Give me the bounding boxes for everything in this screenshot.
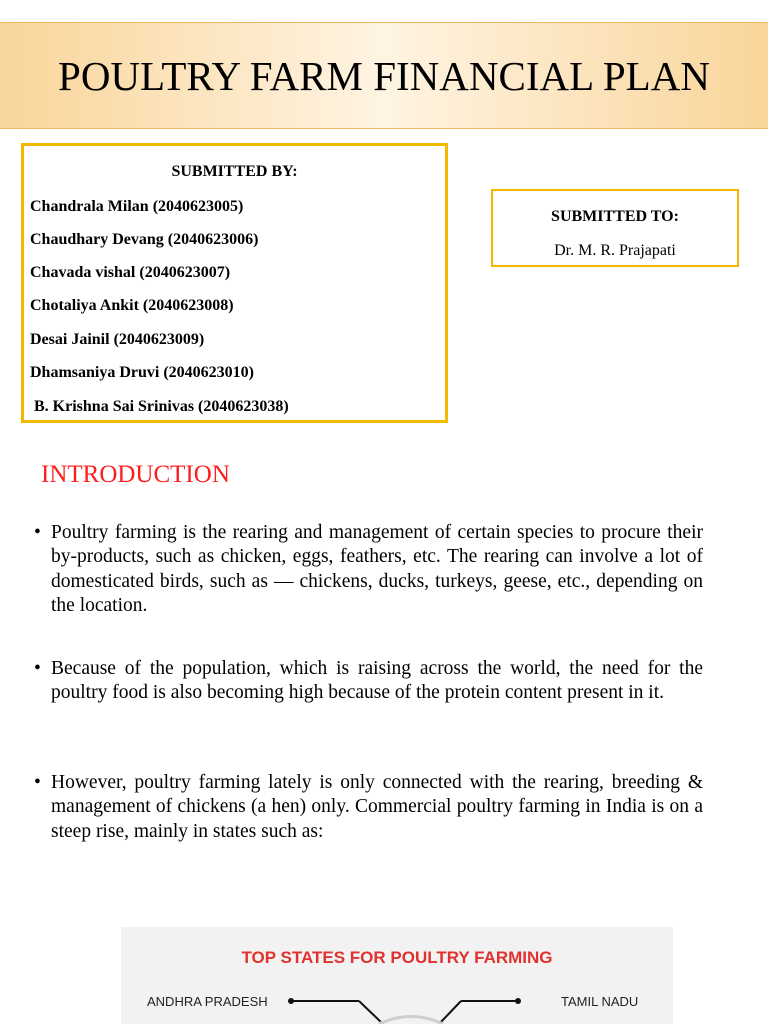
member-name: Chandrala Milan (2040623005) xyxy=(30,198,244,215)
introduction-heading: INTRODUCTION xyxy=(41,461,230,488)
member-name: Desai Jainil (2040623009) xyxy=(30,331,205,348)
submitted-to-name: Dr. M. R. Prajapati xyxy=(554,242,676,259)
member-name: Dhamsaniya Druvi (2040623010) xyxy=(30,364,255,381)
state-label: TAMIL NADU xyxy=(561,994,639,1009)
submitted-by-box xyxy=(21,143,448,423)
title-banner xyxy=(0,22,768,129)
member-name: Chavada vishal (2040623007) xyxy=(30,264,231,281)
bullet-icon: • xyxy=(34,658,41,679)
submitted-to-box xyxy=(491,189,739,267)
infographic-title: TOP STATES FOR POULTRY FARMING xyxy=(241,948,553,967)
member-name: Chotaliya Ankit (2040623008) xyxy=(30,297,234,314)
intro-paragraph: Poultry farming is the rearing and management of certain species to procure their by-products, such as chicken, eggs, feathers, etc. The rearing can involve a lot of domesticated birds, such as — chickens, ducks, turkeys, geese, etc., depending on the location. xyxy=(51,522,703,616)
connector-lines-graphic xyxy=(121,927,673,1024)
submitted-to-heading: SUBMITTED TO: xyxy=(551,208,679,225)
intro-paragraph: However, poultry farming lately is only connected with the rearing, breeding & management of chickens (a hen) only. Commercial poultry farming in India is on a steep rise, mainly in states such as: xyxy=(51,772,703,842)
member-name: B. Krishna Sai Srinivas (2040623038) xyxy=(34,398,289,415)
bullet-icon: • xyxy=(34,522,41,543)
bullet-icon: • xyxy=(34,772,41,793)
submitted-by-heading: SUBMITTED BY: xyxy=(171,163,298,180)
state-label: ANDHRA PRADESH xyxy=(147,994,268,1009)
page-title: POULTRY FARM FINANCIAL PLAN xyxy=(58,53,710,99)
intro-paragraph: Because of the population, which is raising across the world, the need for the poultry food is also becoming high because of the protein content present in it. xyxy=(51,658,703,704)
member-name: Chaudhary Devang (2040623006) xyxy=(30,231,259,248)
top-states-infographic xyxy=(121,927,673,1024)
